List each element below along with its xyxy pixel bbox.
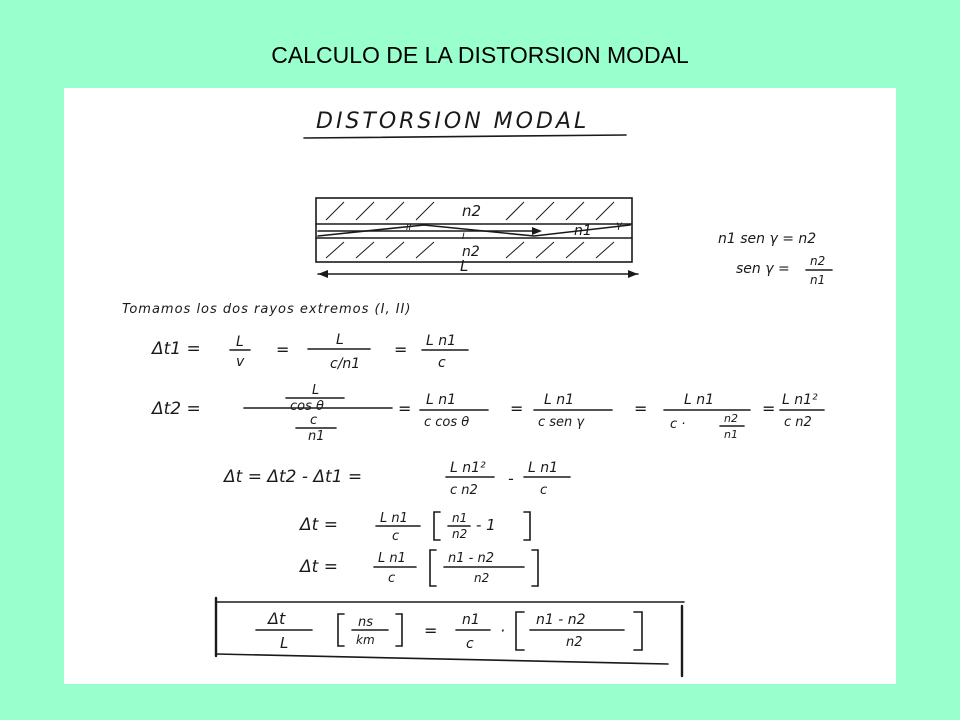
final-bracket-num: n1 - n2	[536, 612, 586, 628]
final-f1-num: Δt	[268, 609, 286, 628]
intro-text: Tomamos los dos rayos extremos (I, II)	[122, 302, 412, 317]
handwritten-notes-sheet	[64, 88, 896, 684]
eq3-f2-num: L n1	[528, 460, 559, 476]
fiber-diagram	[316, 198, 638, 278]
eq2-f5-num: L n1²	[782, 392, 818, 408]
eq2-f1-den-bot: n1	[308, 429, 325, 444]
snell-line-2-num: n2	[810, 254, 826, 268]
snell-line-1: n1 sen γ = n2	[718, 231, 817, 247]
eq2-f3-den: c sen γ	[538, 415, 585, 430]
eq2-f2-num: L n1	[426, 392, 457, 408]
eq2-f5-den: c n2	[784, 415, 812, 430]
arrowhead-right-icon	[628, 270, 638, 278]
final-unit-num: ns	[358, 615, 374, 630]
bracket-left	[434, 512, 440, 540]
final-eq: =	[424, 621, 438, 640]
handwritten-notes	[64, 88, 896, 684]
equation-4	[298, 511, 530, 544]
eq2-f2-den: c cos θ	[424, 415, 470, 430]
eq4-lhs: Δt =	[300, 515, 338, 535]
final-unit-den: km	[356, 633, 375, 647]
eq1-f3-num: L n1	[426, 333, 457, 349]
bracket-left	[338, 614, 344, 646]
label-gamma: γ	[616, 220, 622, 231]
box-bottom	[216, 654, 668, 664]
eq5-f1-den: c	[388, 571, 396, 586]
eq2-eq-4: =	[762, 399, 776, 418]
eq2-f1-num-top: L	[312, 383, 320, 398]
final-formula-box	[216, 598, 684, 676]
heading-underline	[304, 135, 626, 138]
eq1-f2-den: c/n1	[330, 356, 361, 372]
eq3-minus: -	[508, 469, 514, 488]
eq3-f2-den: c	[540, 483, 548, 498]
eq5-f1-num: L n1	[378, 551, 406, 566]
eq4-f1-den: c	[392, 529, 400, 544]
label-ray-2: II	[406, 223, 412, 233]
snell-line-2-lhs: sen γ =	[736, 261, 790, 277]
final-dot: ·	[500, 621, 506, 640]
label-n2-top: n2	[462, 202, 482, 220]
eq2-f4-den-den: n1	[724, 428, 738, 441]
eq3-f1-num: L n1²	[450, 460, 486, 476]
eq2-eq: =	[398, 399, 412, 418]
notes-heading: DISTORSION MODAL	[316, 109, 590, 134]
equation-5	[298, 550, 538, 586]
final-bracket-den: n2	[566, 635, 583, 650]
equation-2	[150, 383, 824, 444]
equation-1	[150, 332, 468, 372]
eq1-eq2: =	[394, 340, 408, 359]
eq2-eq-2: =	[510, 399, 524, 418]
eq2-eq-3: =	[634, 399, 648, 418]
eq3-f1-den: c n2	[450, 483, 478, 498]
eq4-bracket-tail: - 1	[476, 516, 496, 534]
eq1-f1-num: L	[236, 334, 244, 350]
snell-line-2-den: n1	[810, 273, 826, 287]
eq4-f1-num: L n1	[380, 511, 408, 526]
bracket-right	[524, 512, 530, 540]
final-f2-den: c	[466, 636, 474, 652]
eq2-f4-num: L n1	[684, 392, 715, 408]
equation-3	[222, 460, 570, 498]
eq2-f3-num: L n1	[544, 392, 575, 408]
eq2-f1-num-bot: cos θ	[290, 399, 324, 414]
eq2-f4-den-lhs: c ·	[670, 417, 686, 432]
bracket-left	[516, 612, 524, 650]
eq2-f1-den-top: c	[310, 413, 318, 428]
eq1-f1-den: v	[236, 354, 245, 370]
eq4-bracket-den: n2	[452, 527, 468, 541]
bracket-right	[396, 614, 402, 646]
bracket-right	[634, 612, 642, 650]
label-ray-1: I	[462, 232, 465, 242]
eq1-eq: =	[276, 340, 290, 359]
eq5-bracket-num: n1 - n2	[448, 551, 494, 566]
bracket-right	[532, 550, 538, 586]
final-f2-num: n1	[462, 612, 480, 628]
eq3-lhs: Δt = Δt2 - Δt1 =	[224, 467, 363, 487]
label-length: L	[460, 257, 469, 275]
eq1-f3-den: c	[438, 355, 446, 371]
eq5-lhs: Δt =	[300, 557, 338, 577]
final-f1-den: L	[280, 634, 289, 652]
slide-title: CALCULO DE LA DISTORSION MODAL	[271, 42, 689, 68]
eq4-bracket-num: n1	[452, 511, 468, 525]
eq2-f4-den-num: n2	[724, 412, 738, 425]
eq1-lhs: Δt1 =	[152, 339, 201, 359]
arrowhead-left-icon	[318, 270, 328, 278]
bracket-left	[430, 550, 436, 586]
ray-arrow-icon	[532, 227, 542, 235]
label-n1-core: n1	[574, 223, 592, 239]
eq2-lhs: Δt2 =	[152, 399, 201, 419]
eq1-f2-num: L	[336, 332, 344, 348]
label-n2-bottom: n2	[462, 244, 480, 260]
eq5-bracket-den: n2	[474, 571, 490, 585]
